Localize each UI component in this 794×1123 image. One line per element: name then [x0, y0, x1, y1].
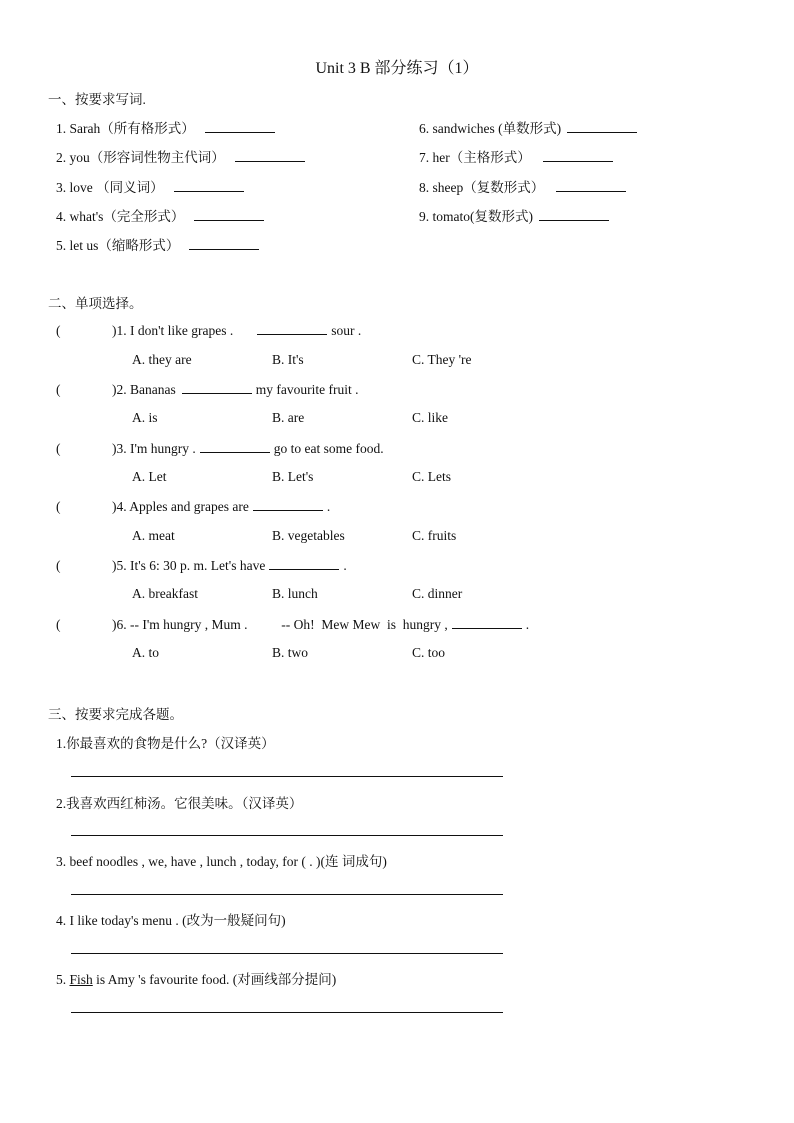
answer-blank[interactable] [189, 237, 259, 250]
mc-question-3-text: )3. I'm hungry . [112, 441, 196, 456]
s1-item-4-text: 4. what's（完全形式） [56, 209, 185, 224]
answer-line[interactable] [71, 953, 503, 954]
mc-question-6-tail: . [525, 617, 530, 632]
answer-blank[interactable] [556, 179, 626, 192]
task-4: 4. I like today's menu . (改为一般疑问句) [56, 913, 286, 928]
mc-option-b[interactable]: B. Let's [272, 469, 314, 484]
mc-option-c[interactable]: C. too [412, 645, 446, 660]
mc-question-4-text: )4. Apples and grapes are [112, 499, 249, 514]
mc-question-5-tail: . [343, 558, 347, 573]
s1-item-2-text: 2. you（形容词性物主代词） [56, 150, 225, 165]
mc-option-c[interactable]: C. Lets [412, 469, 451, 484]
mc-question-5-text: )5. It's 6: 30 p. m. Let's have [112, 558, 266, 573]
mc-option-b[interactable]: B. It's [272, 352, 304, 367]
answer-paren[interactable]: ( [56, 617, 61, 632]
answer-blank[interactable] [205, 120, 275, 133]
task-3: 3. beef noodles , we, have , lunch , today, for ( . )(连 词成句) [56, 854, 387, 869]
page-title: Unit 3 B 部分练习（1） [315, 60, 479, 77]
mc-question-3 [56, 440, 384, 457]
answer-paren[interactable]: ( [56, 441, 61, 456]
mc-option-a[interactable]: A. breakfast [132, 586, 198, 601]
s1-item-5-text: 5. let us（缩略形式） [56, 238, 180, 253]
s1-item-1 [56, 117, 275, 137]
mc-question-6-text: )6. -- I'm hungry , Mum . -- Oh! Mew Mew is hungry , [112, 617, 448, 632]
answer-paren[interactable]: ( [56, 382, 61, 397]
s1-item-2 [56, 146, 305, 166]
section1-heading: 一、按要求写词. [48, 92, 146, 107]
answer-blank[interactable] [194, 208, 264, 221]
task-5-number: 5. [56, 972, 67, 987]
mc-option-c[interactable]: C. dinner [412, 586, 463, 601]
mc-option-c[interactable]: C. like [412, 410, 448, 425]
answer-blank[interactable] [235, 149, 305, 162]
mc-question-2 [56, 381, 358, 398]
task-1: 1.你最喜欢的食物是什么?（汉译英） [56, 736, 275, 751]
answer-blank[interactable] [539, 208, 609, 221]
mc-option-c[interactable]: C. They 're [412, 352, 472, 367]
mc-question-5 [56, 557, 347, 574]
s1-item-3-text: 3. love （同义词） [56, 180, 164, 195]
answer-blank[interactable] [182, 381, 252, 394]
mc-question-1-text: )1. I don't like grapes . [112, 323, 234, 338]
answer-blank[interactable] [253, 498, 323, 511]
mc-question-2-text: )2. Bananas [112, 382, 176, 397]
s1-item-9-text: 9. tomato(复数形式) [419, 209, 533, 224]
mc-option-a[interactable]: A. they are [132, 352, 192, 367]
answer-line[interactable] [71, 1012, 503, 1013]
s1-item-6 [419, 117, 637, 137]
answer-blank[interactable] [257, 322, 327, 335]
answer-line[interactable] [71, 776, 503, 777]
answer-blank[interactable] [174, 179, 244, 192]
mc-question-2-tail: my favourite fruit . [255, 382, 359, 397]
answer-paren[interactable]: ( [56, 323, 61, 338]
underlined-word: Fish [69, 972, 93, 987]
mc-question-3-tail: go to eat some food. [273, 441, 384, 456]
answer-blank[interactable] [543, 149, 613, 162]
s1-item-5 [56, 234, 259, 254]
s1-item-7 [419, 146, 613, 166]
mc-option-b[interactable]: B. lunch [272, 586, 318, 601]
mc-option-b[interactable]: B. are [272, 410, 305, 425]
mc-option-a[interactable]: A. to [132, 645, 159, 660]
mc-option-b[interactable]: B. vegetables [272, 528, 345, 543]
mc-question-4 [56, 498, 330, 515]
s1-item-8 [419, 176, 626, 196]
s1-item-6-text: 6. sandwiches (单数形式) [419, 121, 562, 136]
mc-option-a[interactable]: A. Let [132, 469, 167, 484]
s1-item-7-text: 7. her（主格形式） [419, 150, 531, 165]
answer-blank[interactable] [452, 616, 522, 629]
section2-heading: 二、单项选择。 [48, 296, 143, 311]
answer-line[interactable] [71, 894, 503, 895]
s1-item-3 [56, 176, 244, 196]
task-5 [56, 968, 336, 988]
task-5-text: is Amy 's favourite food. (对画线部分提问) [96, 972, 337, 987]
answer-line[interactable] [71, 835, 503, 836]
answer-blank[interactable] [269, 557, 339, 570]
mc-option-c[interactable]: C. fruits [412, 528, 457, 543]
answer-blank[interactable] [200, 440, 270, 453]
mc-option-a[interactable]: A. is [132, 410, 158, 425]
section3-heading: 三、按要求完成各题。 [48, 707, 183, 722]
mc-question-1-tail: sour . [331, 323, 362, 338]
s1-item-9 [419, 205, 609, 225]
answer-paren[interactable]: ( [56, 499, 61, 514]
mc-question-1 [56, 322, 361, 339]
s1-item-1-text: 1. Sarah（所有格形式） [56, 121, 195, 136]
mc-option-b[interactable]: B. two [272, 645, 309, 660]
answer-blank[interactable] [567, 120, 637, 133]
s1-item-8-text: 8. sheep（复数形式） [419, 180, 545, 195]
mc-question-4-tail: . [326, 499, 331, 514]
s1-item-4 [56, 205, 264, 225]
mc-option-a[interactable]: A. meat [132, 528, 175, 543]
answer-paren[interactable]: ( [56, 558, 61, 573]
mc-question-6 [56, 616, 529, 633]
task-2: 2.我喜欢西红柿汤。它很美味。（汉译英） [56, 796, 303, 811]
